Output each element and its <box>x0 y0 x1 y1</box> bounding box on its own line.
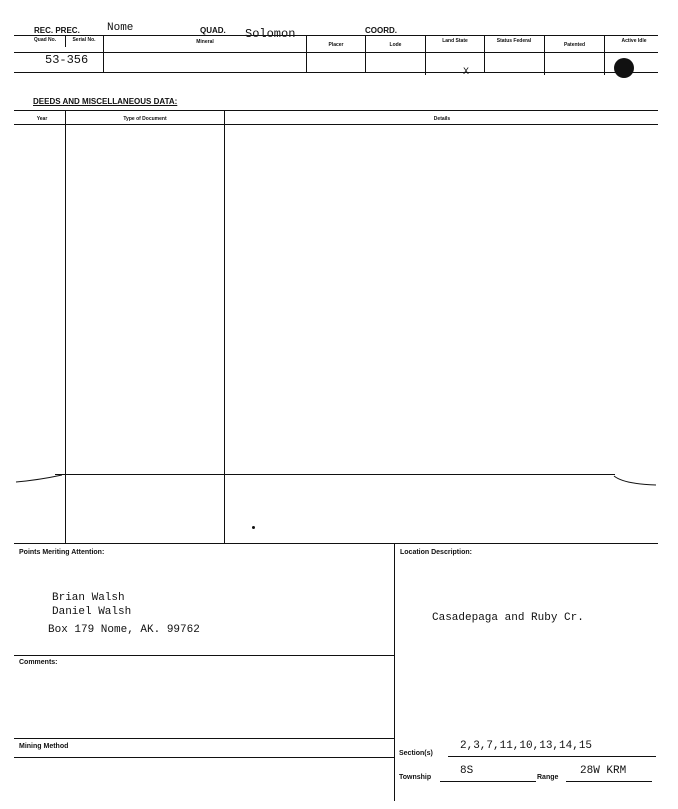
range-label: Range <box>537 774 559 781</box>
col-patented: Patented <box>563 42 586 48</box>
location-value: Casadepaga and Ruby Cr. <box>432 612 584 624</box>
deeds-title: DEEDS AND MISCELLANEOUS DATA: <box>33 97 178 106</box>
mining-method-label: Mining Method <box>19 743 69 750</box>
header-divider <box>306 35 307 72</box>
sections-value: 2,3,7,11,10,13,14,15 <box>460 740 593 752</box>
points-line-2: Daniel Walsh <box>52 606 132 618</box>
deeds-header-line <box>14 124 658 125</box>
col-land-state: Land State <box>442 38 468 44</box>
quad-label: QUAD. <box>200 26 226 35</box>
header-divider <box>604 35 605 75</box>
rec-prec-label: REC. PREC. <box>34 26 80 35</box>
range-underline <box>566 781 652 782</box>
header-bottom-line <box>14 72 658 73</box>
rec-prec-value: Nome <box>107 22 134 34</box>
header-mid-line <box>14 52 658 53</box>
fold-curve-right <box>612 470 658 490</box>
quad-value: Solomon <box>245 27 296 41</box>
fold-curve-left <box>14 470 64 484</box>
col-quad-no: Quad No. <box>33 37 57 43</box>
deeds-bottom-line <box>14 543 658 544</box>
header-divider <box>544 35 545 75</box>
deeds-fold-line <box>55 474 615 475</box>
bottom-center-divider <box>394 543 395 801</box>
township-underline <box>440 781 536 782</box>
col-status-federal: Status Federal <box>496 38 532 44</box>
quad-serial-value: 53-356 <box>45 53 89 67</box>
mining-bottom-line <box>14 757 394 758</box>
header-divider <box>425 35 426 75</box>
mining-top-line <box>14 738 394 739</box>
deeds-divider-type <box>224 110 225 543</box>
active-status-dot <box>614 58 634 78</box>
township-value: 8S <box>460 765 474 777</box>
header-divider <box>484 35 485 72</box>
col-lode: Lode <box>389 42 402 48</box>
header-top-line <box>14 35 658 36</box>
comments-label: Comments: <box>19 659 58 666</box>
points-label: Points Meriting Attention: <box>19 549 105 556</box>
coord-label: COORD. <box>365 26 397 35</box>
col-placer: Placer <box>328 42 344 48</box>
col-details: Details <box>433 116 451 122</box>
col-serial-no: Serial No. <box>72 37 96 43</box>
col-type-of-document: Type of Document <box>123 116 167 122</box>
location-label: Location Description: <box>400 549 472 556</box>
col-year: Year <box>36 116 48 122</box>
header-divider <box>365 35 366 72</box>
scan-speck <box>252 526 255 529</box>
deeds-divider-year <box>65 110 66 543</box>
township-label: Township <box>399 774 432 781</box>
points-line-3: Box 179 Nome, AK. 99762 <box>48 624 200 636</box>
col-mineral: Mineral <box>196 39 214 45</box>
sections-underline <box>448 756 656 757</box>
sections-label: Section(s) <box>399 750 433 757</box>
land-state-mark: X <box>463 67 470 78</box>
points-line-1: Brian Walsh <box>52 592 125 604</box>
range-value: 28W KRM <box>580 765 627 777</box>
comments-top-line <box>14 655 394 656</box>
col-active-idle: Active Idle <box>621 38 647 44</box>
deeds-top-line <box>14 110 658 111</box>
